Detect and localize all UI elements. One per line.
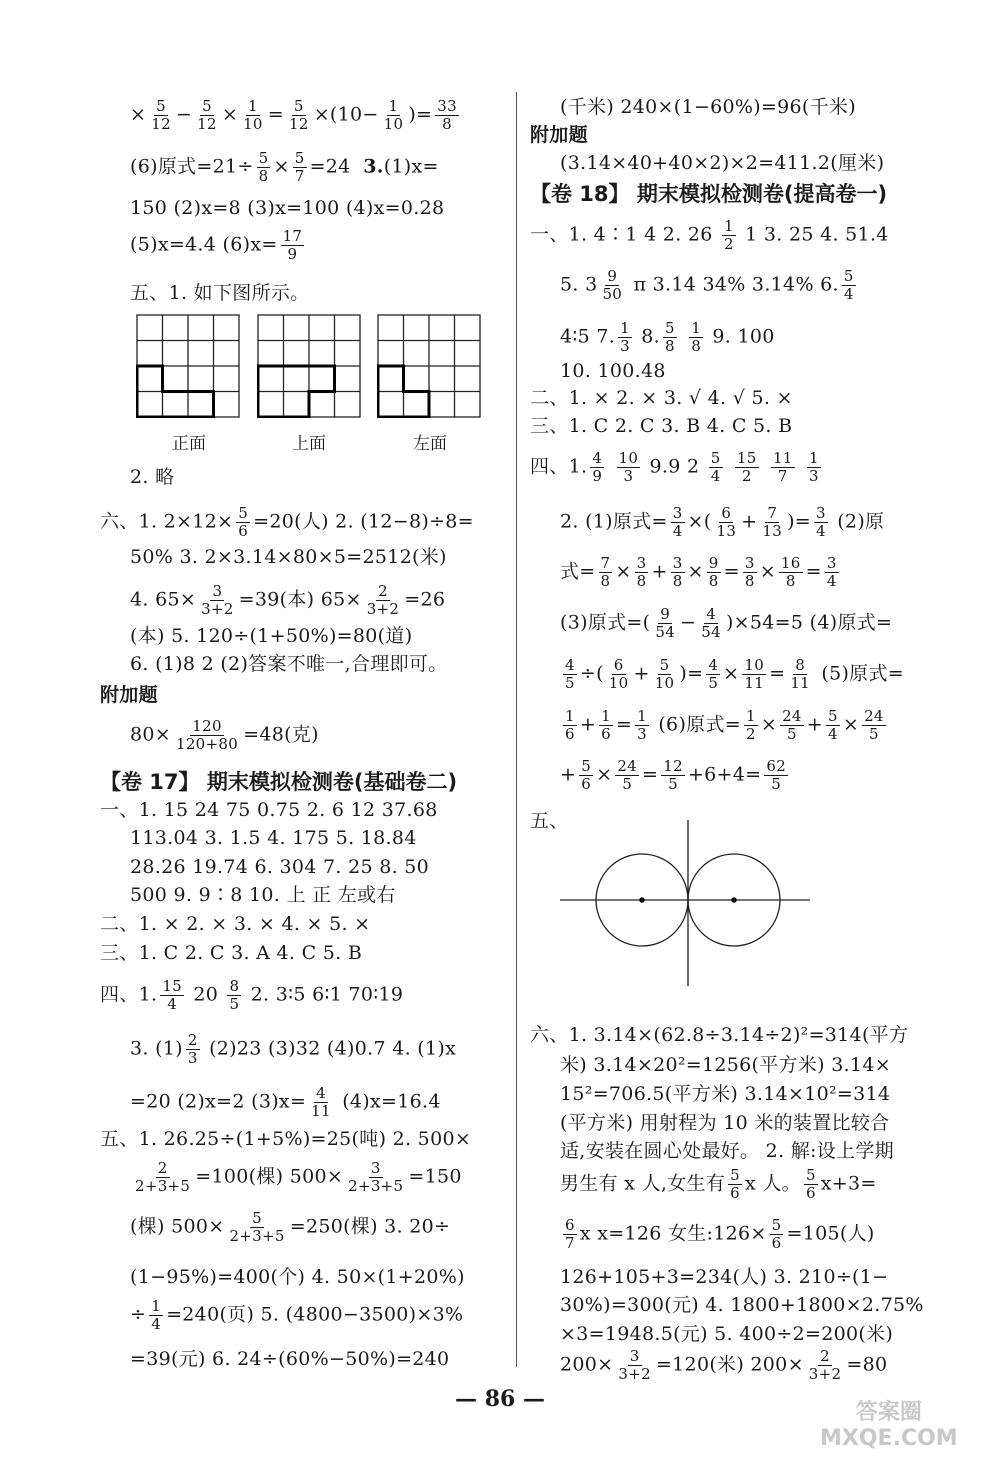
fraction — [804, 1167, 818, 1202]
fraction — [862, 708, 886, 743]
numerator: 16 — [780, 554, 801, 572]
fraction — [590, 450, 604, 485]
denominator: 11 — [790, 674, 811, 692]
fraction — [663, 320, 677, 355]
left-line-18: 二、1. × 2. × 3. × 4. × 5. × — [100, 913, 371, 935]
denominator: 3 — [623, 467, 634, 485]
denominator: 13 — [716, 522, 737, 540]
numerator: 9 — [607, 267, 618, 285]
numerator: 10 — [744, 656, 765, 674]
denominator: 54 — [701, 623, 721, 641]
left-line-24: $\frac{2}{2+3+5}$ =100(棵) 500× $\frac{3}{2+3+5}$ =150 — [135, 1159, 462, 1195]
fraction — [825, 555, 839, 590]
right-line-7: 10. 100.48 — [560, 360, 666, 382]
left-line-22: =20 (2)x=2 (3)x= $\frac{4}{11}$ (4)x=16.4 — [130, 1084, 441, 1120]
numerator: 1 — [620, 319, 630, 337]
left-line-27: ÷ $\frac{1}{4}$ =240(页) 5. (4800−3500)×3% — [130, 1297, 464, 1333]
left-line-5: 五、1. 如下图所示。 — [130, 282, 310, 304]
fraction — [174, 718, 240, 753]
numerator: 5 — [710, 449, 721, 467]
denominator: 5 — [771, 775, 782, 793]
right-line-3: (3.14×40+40×2)×2=411.2(厘米) — [560, 152, 885, 174]
denominator: 10 — [608, 674, 629, 692]
denominator: 6 — [601, 725, 611, 743]
left-line-28: =39(元) 6. 24÷(60%−50%)=240 — [130, 1348, 450, 1370]
right-line-4: 一、1. 4∶1 4 2. 26 $\frac{1}{2}$ 1 3. 25 4. 51.4 — [530, 217, 889, 253]
fraction — [744, 708, 758, 743]
fraction — [671, 505, 685, 540]
fraction — [617, 450, 641, 485]
numerator: 15 — [162, 977, 183, 995]
denominator: 3 — [637, 725, 647, 743]
numerator: 7 — [767, 504, 778, 522]
right-line-16: + $\frac{5}{6}$ × $\frac{24}{5}$ = $\frac{12}{5}$ +6+4= $\frac{62}{5}$ — [560, 757, 787, 793]
right-line-10: 四、1. $\frac{4}{9}$ $\frac{10}{3}$ 9.9 2 $\frac{5}{4}$ $\frac{15}{2}$ $\frac{11}{7}$ $\frac{1}{3}$ — [530, 449, 819, 485]
left-line-4: (5)x=4.4 (6)x= $\frac{17}{9}$ — [130, 227, 303, 263]
numerator: 17 — [282, 227, 303, 245]
denominator: 120+80 — [176, 735, 239, 753]
denominator: 7 — [294, 167, 305, 185]
numerator: 1 — [565, 707, 575, 725]
denominator: 4 — [167, 995, 178, 1013]
numerator: 5 — [293, 97, 304, 115]
left-line-25: (棵) 500× $\frac{5}{2+3+5}$ =250(棵) 3. 20÷ — [130, 1209, 451, 1245]
numerator: 4 — [592, 449, 603, 467]
right-line-28: 200× $\frac{3}{3+2}$ =120(米) 200× $\frac{2}{3+2}$ =80 — [560, 1347, 888, 1383]
left-line-21: 3. (1) $\frac{2}{3}$ (2)23 (3)32 (4)0.7 4. (1)x — [130, 1031, 457, 1067]
fraction — [563, 657, 577, 692]
right-line-2: 附加题 — [530, 124, 588, 146]
denominator: 6 — [730, 1184, 740, 1202]
fraction — [770, 1217, 784, 1252]
denominator: 3 — [620, 337, 630, 355]
numerator: 5 — [730, 1166, 740, 1184]
denominator: 5 — [565, 674, 575, 692]
right-line-18: 六、1. 3.14×(62.8÷3.14÷2)²=314(平方 — [530, 1024, 909, 1046]
fraction — [227, 1210, 286, 1245]
fraction — [618, 320, 632, 355]
denominator: 2+3+5 — [348, 1177, 404, 1195]
fraction — [281, 228, 305, 263]
fraction — [807, 450, 821, 485]
right-line-26: 30%)=300(元) 4. 1800+1800×2.75% — [560, 1294, 924, 1316]
fraction — [241, 98, 265, 133]
left-line-23: 五、1. 26.25÷(1+5%)=25(吨) 2. 500× — [100, 1128, 472, 1150]
right-line-19: 米) 3.14×20²=1256(平方米) 3.14× — [560, 1054, 891, 1076]
fraction — [149, 98, 173, 133]
numerator: 6 — [613, 656, 624, 674]
numerator: 5 — [294, 149, 305, 167]
denominator: 5 — [786, 725, 797, 743]
right-line-15: $\frac{1}{6}$ + $\frac{1}{6}$ = $\frac{1}{3}$ (6)原式= $\frac{1}{2}$ × $\frac{24}{5}$ + $\frac{5}{4}$ × $\frac{24}{5}$ — [565, 707, 884, 743]
fraction — [807, 1348, 844, 1383]
caption-top: 上面 — [292, 434, 326, 454]
fraction — [709, 450, 723, 485]
denominator: 8 — [442, 115, 453, 133]
left-line-16: 28.26 19.74 6. 304 7. 25 8. 50 — [130, 856, 430, 878]
numerator: 7 — [600, 554, 611, 572]
denominator: 12 — [151, 115, 171, 133]
numerator: 120 — [192, 717, 222, 735]
fraction — [579, 758, 593, 793]
numerator: 62 — [766, 757, 787, 775]
denominator: 3+2 — [201, 600, 234, 618]
fraction — [435, 98, 459, 133]
right-line-9: 三、1. C 2. C 3. B 4. C 5. B — [530, 415, 793, 437]
fraction — [257, 150, 271, 185]
numerator: 3 — [212, 582, 223, 600]
fraction — [742, 657, 766, 692]
denominator: 5 — [668, 775, 678, 793]
numerator: 2 — [820, 1347, 830, 1365]
denominator: 4 — [843, 285, 854, 303]
numerator: 5 — [827, 707, 838, 725]
right-line-22: 适,安装在圆心处最好。 2. 解:设上学期 — [560, 1140, 894, 1162]
numerator: 5 — [659, 656, 670, 674]
numerator: 3 — [744, 554, 755, 572]
numerator: 11 — [772, 449, 793, 467]
fraction — [788, 657, 812, 692]
right-line-11: 2. (1)原式= $\frac{3}{4}$ ×( $\frac{6}{13}$ + $\frac{7}{13}$ )= $\frac{3}{4}$ (2)原 — [560, 504, 885, 540]
section-heading-18: 【卷 18】 期末模拟检测卷(提高卷一) — [530, 182, 888, 206]
numerator: 1 — [724, 217, 734, 235]
denominator: 8 — [708, 572, 719, 590]
left-line-19: 三、1. C 2. C 3. A 4. C 5. B — [100, 942, 363, 964]
denominator: 2 — [745, 725, 756, 743]
numerator: 5 — [202, 97, 212, 115]
right-line-6: 4∶5 7. $\frac{1}{3}$ 8. $\frac{5}{8}$ $\frac{1}{8}$ 9. 100 — [560, 319, 775, 355]
left-line-1: × $\frac{5}{12}$ − $\frac{5}{12}$ × $\frac{1}{10}$ = $\frac{5}{12}$ ×(10− $\frac{1}{10}$ )= $\frac{33}{8}$ — [130, 97, 457, 133]
denominator: 7 — [777, 467, 788, 485]
left-line-13: 80× $\frac{120}{120+80}$ =48(克) — [130, 717, 319, 753]
fraction — [236, 505, 250, 540]
numerator: 4 — [706, 605, 717, 623]
numerator: 1 — [151, 1297, 162, 1315]
left-line-7: 六、1. 2×12× $\frac{5}{6}$ =20(人) 2. (12−8)÷8= — [100, 504, 474, 540]
numerator: 3 — [816, 504, 826, 522]
denominator: 2+3+5 — [229, 1227, 285, 1245]
fraction — [287, 98, 311, 133]
fraction — [199, 583, 236, 618]
right-line-5: 5. 3 $\frac{9}{50}$ π 3.14 34% 3.14% 6. $\frac{5}{4}$ — [560, 267, 854, 303]
left-line-17: 500 9. 9∶8 10. 上 正 左或右 — [130, 884, 396, 906]
fraction — [149, 1298, 163, 1333]
denominator: 4 — [672, 522, 683, 540]
fraction — [382, 98, 406, 133]
numerator: 3 — [629, 1347, 640, 1365]
fraction — [653, 606, 677, 641]
watermark-logo — [820, 1400, 958, 1452]
left-line-11: 6. (1)8 2 (2)答案不唯一,合理即可。 — [130, 653, 448, 675]
fraction — [826, 708, 840, 743]
fraction — [842, 268, 856, 303]
right-line-23: 男生有 x 人,女生有 $\frac{5}{6}$ x 人。 $\frac{5}{6}$ x+3= — [560, 1166, 877, 1202]
denominator: 2 — [724, 235, 734, 253]
denominator: 5 — [622, 775, 633, 793]
denominator: 5 — [868, 725, 879, 743]
fraction — [607, 657, 631, 692]
denominator: 4 — [710, 467, 721, 485]
right-line-27: ×3=1948.5(元) 5. 400÷2=200(米) — [560, 1323, 894, 1345]
denominator: 8 — [636, 572, 647, 590]
numerator: 1 — [601, 707, 611, 725]
fraction — [563, 708, 577, 743]
numerator: 4 — [708, 656, 719, 674]
fraction — [764, 758, 788, 793]
numerator: 8 — [229, 977, 240, 995]
left-line-15: 113.04 3. 1.5 4. 175 5. 18.84 — [130, 827, 417, 849]
denominator: 2 — [741, 467, 752, 485]
denominator: 11 — [311, 1102, 331, 1120]
denominator: 8 — [744, 572, 755, 590]
left-line-10: (本) 5. 120÷(1+50%)=80(道) — [130, 625, 413, 647]
denominator: 8 — [600, 572, 611, 590]
numerator: 5 — [238, 504, 249, 522]
numerator: 5 — [665, 319, 675, 337]
left-line-9: 4. 65× $\frac{3}{3+2}$ =39(本) 65× $\frac{2}{3+2}$ =26 — [130, 582, 446, 618]
left-line-20: 四、1. $\frac{15}{4}$ 20 $\frac{8}{5}$ 2. 3∶5 6∶1 70∶19 — [100, 977, 404, 1013]
denominator: 6 — [581, 775, 592, 793]
fraction — [735, 450, 759, 485]
denominator: 12 — [197, 115, 217, 133]
right-line-8: 二、1. × 2. × 3. √ 4. √ 5. × — [530, 387, 793, 409]
numerator: 1 — [691, 319, 702, 337]
fraction — [160, 978, 184, 1013]
denominator: 3+2 — [808, 1365, 842, 1383]
fraction — [771, 450, 795, 485]
numerator: 3 — [636, 554, 647, 572]
denominator: 54 — [655, 623, 676, 641]
denominator: 11 — [744, 674, 765, 692]
denominator: 2+3+5 — [135, 1177, 191, 1195]
left-line-12: 附加题 — [100, 684, 158, 706]
fraction — [661, 758, 685, 793]
numerator: 2 — [378, 582, 388, 600]
fraction — [706, 657, 720, 692]
numerator: 2 — [187, 1031, 198, 1049]
fraction — [365, 583, 402, 618]
numerator: 9 — [660, 605, 671, 623]
denominator: 4 — [826, 572, 837, 590]
numerator: 4 — [565, 656, 575, 674]
numerator: 5 — [805, 1166, 816, 1184]
denominator: 4 — [816, 522, 826, 540]
left-line-8: 50% 3. 2×3.14×80×5=2512(米) — [130, 546, 447, 568]
fraction — [600, 268, 624, 303]
denominator: 10 — [383, 115, 404, 133]
denominator: 6 — [565, 725, 575, 743]
numerator: 24 — [617, 757, 637, 775]
denominator: 9 — [592, 467, 603, 485]
denominator: 13 — [762, 522, 783, 540]
denominator: 7 — [565, 1234, 575, 1252]
numerator: 1 — [745, 707, 756, 725]
two-circles-figure — [560, 818, 820, 988]
left-line-14: 一、1. 15 24 75 0.75 2. 6 12 37.68 — [100, 799, 438, 821]
grid-figure-left — [377, 314, 481, 418]
left-line-6: 2. 略 — [130, 466, 175, 488]
fraction — [616, 1348, 653, 1383]
numerator: 6 — [565, 1216, 575, 1234]
denominator: 50 — [602, 285, 623, 303]
numerator: 6 — [721, 504, 732, 522]
numerator: 3 — [370, 1159, 381, 1177]
denominator: 12 — [289, 115, 309, 133]
right-line-1: (千米) 240×(1−60%)=96(千米) — [560, 96, 856, 118]
denominator: 8 — [691, 337, 702, 355]
numerator: 12 — [663, 757, 683, 775]
numerator: 5 — [581, 757, 592, 775]
denominator: 5 — [708, 674, 719, 692]
numerator: 4 — [316, 1084, 326, 1102]
left-line-2: (6)原式=21÷ $\frac{5}{8}$ × $\frac{5}{7}$ =24 3.(1)x= — [130, 149, 439, 185]
caption-left: 左面 — [413, 434, 447, 454]
left-line-26: (1−95%)=400(个) 4. 50×(1+20%) — [130, 1266, 465, 1288]
numerator: 1 — [808, 449, 819, 467]
denominator: 3 — [187, 1049, 198, 1067]
numerator: 5 — [771, 1216, 782, 1234]
numerator: 5 — [156, 97, 166, 115]
fraction — [599, 708, 613, 743]
numerator: 33 — [437, 97, 457, 115]
denominator: 8 — [665, 337, 675, 355]
fraction — [309, 1085, 333, 1120]
fraction — [195, 98, 219, 133]
denominator: 8 — [785, 572, 796, 590]
page-number: — 86 — — [455, 1386, 545, 1412]
fraction — [714, 505, 738, 540]
numerator: 24 — [864, 707, 884, 725]
right-line-24: $\frac{6}{7}$ x x=126 女生:126× $\frac{5}{6}$ =105(人) — [565, 1216, 875, 1252]
numerator: 1 — [248, 97, 258, 115]
fraction — [722, 218, 736, 253]
fraction — [133, 1160, 192, 1195]
watermark-line-2: MXQE.COM — [820, 1426, 958, 1451]
fraction — [814, 505, 828, 540]
denominator: 3 — [808, 467, 819, 485]
denominator: 8 — [672, 572, 683, 590]
numerator: 2 — [157, 1159, 168, 1177]
grid-figure-front — [136, 314, 240, 418]
fraction — [743, 555, 757, 590]
denominator: 10 — [243, 115, 263, 133]
fraction — [635, 555, 649, 590]
fraction — [227, 978, 241, 1013]
fraction — [780, 708, 804, 743]
denominator: 6 — [805, 1184, 816, 1202]
fraction — [707, 555, 721, 590]
denominator: 5 — [229, 995, 240, 1013]
denominator: 8 — [258, 167, 269, 185]
fraction — [760, 505, 784, 540]
numerator: 15 — [736, 449, 757, 467]
denominator: 3+2 — [366, 600, 400, 618]
column-divider — [516, 92, 517, 1367]
numerator: 5 — [258, 149, 269, 167]
fraction — [635, 708, 649, 743]
denominator: 3+2 — [618, 1365, 651, 1383]
fraction — [186, 1032, 200, 1067]
denominator: 6 — [238, 522, 249, 540]
fraction — [615, 758, 639, 793]
fraction — [689, 320, 703, 355]
fraction — [728, 1167, 742, 1202]
numerator: 5 — [843, 267, 854, 285]
denominator: 6 — [771, 1234, 782, 1252]
right-line-17: 五、 — [530, 810, 569, 832]
fraction — [671, 555, 685, 590]
numerator: 3 — [672, 504, 683, 522]
denominator: 9 — [287, 245, 298, 263]
fraction — [653, 657, 677, 692]
right-line-21: (平方米) 用射程为 10 米的装置比较合 — [560, 1112, 890, 1134]
numerator: 1 — [388, 97, 399, 115]
fraction — [779, 555, 803, 590]
fraction — [346, 1160, 405, 1195]
right-line-12: 式= $\frac{7}{8}$ × $\frac{3}{8}$ + $\frac{3}{8}$ × $\frac{9}{8}$ = $\frac{3}{8}$ × $\frac{16}{8}$ = $\frac{3}{4}$ — [560, 554, 837, 590]
left-line-3: 150 (2)x=8 (3)x=100 (4)x=0.28 — [130, 197, 445, 219]
numerator: 24 — [782, 707, 802, 725]
numerator: 9 — [708, 554, 719, 572]
denominator: 4 — [151, 1315, 162, 1333]
fraction — [293, 150, 307, 185]
right-line-13: (3)原式=( $\frac{9}{54}$ − $\frac{4}{54}$ )×54=5 (4)原式= — [560, 605, 893, 641]
grid-figure-top — [257, 314, 361, 418]
numerator: 8 — [795, 656, 806, 674]
numerator: 10 — [618, 449, 639, 467]
numerator: 3 — [826, 554, 837, 572]
right-line-20: 15²=706.5(平方米) 3.14×10²=314 — [560, 1083, 891, 1105]
section-heading-17: 【卷 17】 期末模拟检测卷(基础卷二) — [100, 770, 458, 794]
numerator: 1 — [637, 707, 647, 725]
denominator: 4 — [827, 725, 838, 743]
right-line-25: 126+105+3=234(人) 3. 210÷(1− — [560, 1266, 889, 1288]
caption-front: 正面 — [172, 434, 206, 454]
right-line-14: $\frac{4}{5}$ ÷( $\frac{6}{10}$ + $\frac{5}{10}$ )= $\frac{4}{5}$ × $\frac{10}{11}$ = $\frac{8}{11}$ (5)原式= — [565, 656, 904, 692]
fraction — [699, 606, 723, 641]
fraction — [599, 555, 613, 590]
fraction — [563, 1217, 577, 1252]
denominator: 10 — [654, 674, 675, 692]
watermark-line-1: 答案圈 — [855, 1400, 922, 1425]
numerator: 5 — [252, 1209, 263, 1227]
numerator: 3 — [672, 554, 683, 572]
